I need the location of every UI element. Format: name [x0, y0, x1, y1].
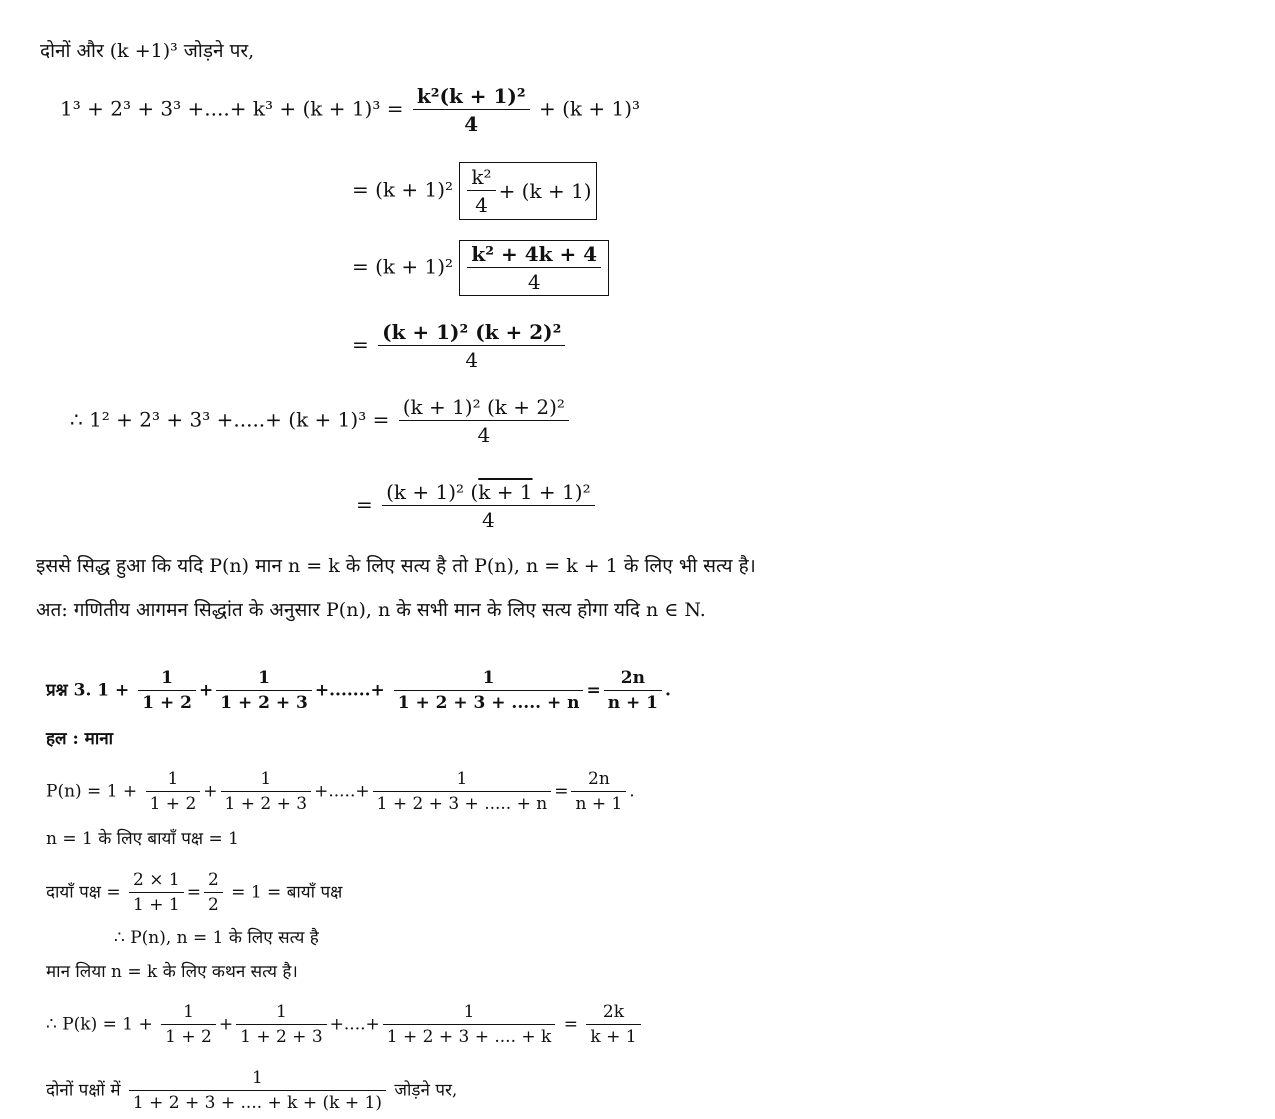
equation-4 — [352, 322, 568, 370]
eq2-den: 4 — [475, 193, 488, 217]
eq3-prefix: = (k + 1)² — [352, 254, 454, 279]
eq2-prefix: = (k + 1)² — [352, 177, 454, 202]
therefore-line: ∴ P(n), n = 1 के लिए सत्य है — [114, 928, 319, 948]
pn-f1-den: 1 + 2 — [149, 794, 197, 814]
pk-line: ∴ P(k) = 1 + $\frac{1}{1 + 2}$ + $\frac{1}{1 + 2 + 3}$ +....+ $\frac{1}{1 + 2 + 3 + .... + k}$ = $\frac{2k}{k + 1}$ — [46, 1004, 644, 1046]
rhs-eq: = — [186, 882, 201, 903]
q3-f3-den: 1 + 2 + 3 + ..... + n — [397, 693, 580, 713]
q3-dots: +.......+ — [314, 680, 385, 701]
pn-frac-4 — [571, 771, 626, 813]
eq6-num-c: + 1)² — [532, 480, 591, 504]
last-num: 1 — [129, 1070, 386, 1091]
eq1-den: 4 — [464, 112, 479, 136]
last-prefix: दोनों पक्षों में — [46, 1080, 121, 1101]
pn-frac-3 — [373, 771, 552, 813]
pk-f4-den: k + 1 — [590, 1027, 637, 1047]
pk-f1-num: 1 — [161, 1004, 216, 1025]
rhs-f1-den: 1 + 1 — [133, 895, 180, 915]
question-3: प्रश्न 3. 1 + $\frac{1}{1 + 2}$ + $\frac{1}{1 + 2 + 3}$ +.......+ $\frac{1}{1 + 2 + 3 + ..... + n}$ = $\frac{2n}{n + 1}$ . — [46, 668, 671, 713]
q3-f1-den: 1 + 2 — [142, 693, 192, 713]
eq6-num-overline: k + 1 — [478, 480, 533, 504]
equation-6 — [356, 482, 598, 530]
pn-frac-2 — [221, 771, 312, 813]
n1-lhs-line: n = 1 के लिए बायाँ पक्ष = 1 — [46, 829, 239, 849]
pk-f3-den: 1 + 2 + 3 + .... + k — [386, 1027, 552, 1047]
solution-label: हल : माना — [46, 729, 114, 749]
eq4-den: 4 — [465, 348, 479, 372]
q3-frac-3 — [394, 670, 584, 712]
eq2-tail: + (k + 1) — [498, 179, 592, 203]
conclusion-line-2: अत: गणितीय आगमन सिद्धांत के अनुसार P(n), n के सभी मान के लिए सत्य होगा यदि n ∈ N. — [36, 599, 706, 621]
pk-dots: +....+ — [329, 1014, 380, 1035]
eq4-fraction — [378, 322, 565, 370]
eq6-den: 4 — [481, 508, 495, 532]
eq5-num: (k + 1)² (k + 2)² — [399, 397, 569, 421]
rhs-post: = 1 = बायाँ पक्ष — [231, 882, 343, 903]
pk-f2-num: 1 — [236, 1004, 327, 1025]
eq1-lhs: 1³ + 2³ + 3³ +....+ k³ + (k + 1)³ = — [60, 96, 404, 121]
pk-f1-den: 1 + 2 — [165, 1027, 212, 1047]
pk-frac-4 — [586, 1004, 640, 1046]
pn-f3-num: 1 — [373, 771, 552, 792]
eq1-tail: + (k + 1)³ — [538, 96, 641, 121]
last-post: जोड़ने पर, — [394, 1080, 458, 1101]
q3-label: प्रश्न 3. 1 + — [46, 680, 130, 701]
pk-frac-3 — [383, 1004, 556, 1046]
pn-lhs: P(n) = 1 + — [46, 781, 138, 802]
q3-frac-4 — [604, 670, 662, 712]
eq2-bracket — [459, 162, 596, 220]
eq1-num: k²(k + 1)² — [413, 86, 530, 110]
eq6-fraction — [382, 482, 594, 530]
pn-f2-num: 1 — [221, 771, 312, 792]
q3-end: . — [665, 680, 671, 701]
pk-f3-num: 1 — [383, 1004, 556, 1025]
equation-2 — [352, 162, 597, 220]
pk-lhs: ∴ P(k) = 1 + — [46, 1014, 153, 1035]
rhs-frac-1 — [129, 872, 184, 914]
q3-frac-2 — [216, 670, 312, 712]
equation-3 — [352, 240, 609, 296]
rhs-f2-num: 2 — [204, 872, 223, 893]
intro-line: दोनों और (k +1)³ जोड़ने पर, — [40, 40, 255, 62]
q3-f3-num: 1 — [394, 670, 584, 691]
last-den: 1 + 2 + 3 + .... + k + (k + 1) — [132, 1093, 382, 1113]
pk-frac-2 — [236, 1004, 327, 1046]
q3-f4-den: n + 1 — [607, 693, 658, 713]
equation-1 — [60, 86, 640, 134]
pk-frac-1 — [161, 1004, 216, 1046]
eq2-num: k² — [467, 167, 495, 191]
eq5-fraction — [399, 397, 569, 445]
q3-frac-1 — [138, 670, 196, 712]
eq3-fraction — [467, 244, 601, 292]
equation-5 — [70, 397, 572, 445]
eq4-prefix: = — [352, 332, 369, 357]
conclusion-line-1: इससे सिद्ध हुआ कि यदि P(n) मान n = k के लिए सत्य है तो P(n), n = k + 1 के लिए भी सत्य है। — [36, 555, 756, 577]
pn-f2-den: 1 + 2 + 3 — [224, 794, 308, 814]
pn-definition: P(n) = 1 + $\frac{1}{1 + 2}$ + $\frac{1}{1 + 2 + 3}$ +.....+ $\frac{1}{1 + 2 + 3 + ..... + n}$ = $\frac{2n}{n + 1}$ . — [46, 769, 635, 814]
pn-f1-num: 1 — [146, 771, 201, 792]
pn-eq: = — [554, 781, 569, 802]
pn-end: . — [629, 781, 635, 802]
q3-f2-den: 1 + 2 + 3 — [220, 693, 308, 713]
eq6-prefix: = — [356, 492, 373, 517]
eq5-lhs: ∴ 1² + 2³ + 3³ +.....+ (k + 1)³ = — [70, 407, 390, 432]
q3-f4-num: 2n — [604, 670, 662, 691]
q3-f1-num: 1 — [138, 670, 196, 691]
assume-line: मान लिया n = k के लिए कथन सत्य है। — [46, 962, 298, 982]
rhs-prefix: दायाँ पक्ष = — [46, 882, 121, 903]
rhs-f2-den: 2 — [207, 895, 219, 915]
pk-eq: = — [563, 1014, 578, 1035]
eq2-fraction — [467, 167, 495, 215]
q3-f2-num: 1 — [216, 670, 312, 691]
pn-f3-den: 1 + 2 + 3 + ..... + n — [376, 794, 548, 814]
pn-f4-den: n + 1 — [575, 794, 623, 814]
add-both-sides-line — [46, 1070, 457, 1112]
last-fraction — [129, 1070, 386, 1112]
rhs-f1-num: 2 × 1 — [129, 872, 184, 893]
q3-eq: = — [586, 680, 601, 701]
eq3-num: k² + 4k + 4 — [467, 244, 601, 268]
rhs-line — [46, 872, 342, 914]
eq1-fraction — [413, 86, 530, 134]
eq6-num-a: (k + 1)² ( — [386, 480, 479, 504]
eq3-den: 4 — [527, 270, 541, 294]
eq3-bracket — [459, 240, 609, 296]
pn-frac-1 — [146, 771, 201, 813]
pk-f4-num: 2k — [586, 1004, 640, 1025]
pn-f4-num: 2n — [571, 771, 626, 792]
eq5-den: 4 — [477, 423, 491, 447]
rhs-frac-2 — [204, 872, 223, 914]
pk-f2-den: 1 + 2 + 3 — [240, 1027, 323, 1047]
eq4-num: (k + 1)² (k + 2)² — [378, 322, 565, 346]
pn-dots: +.....+ — [314, 781, 370, 802]
